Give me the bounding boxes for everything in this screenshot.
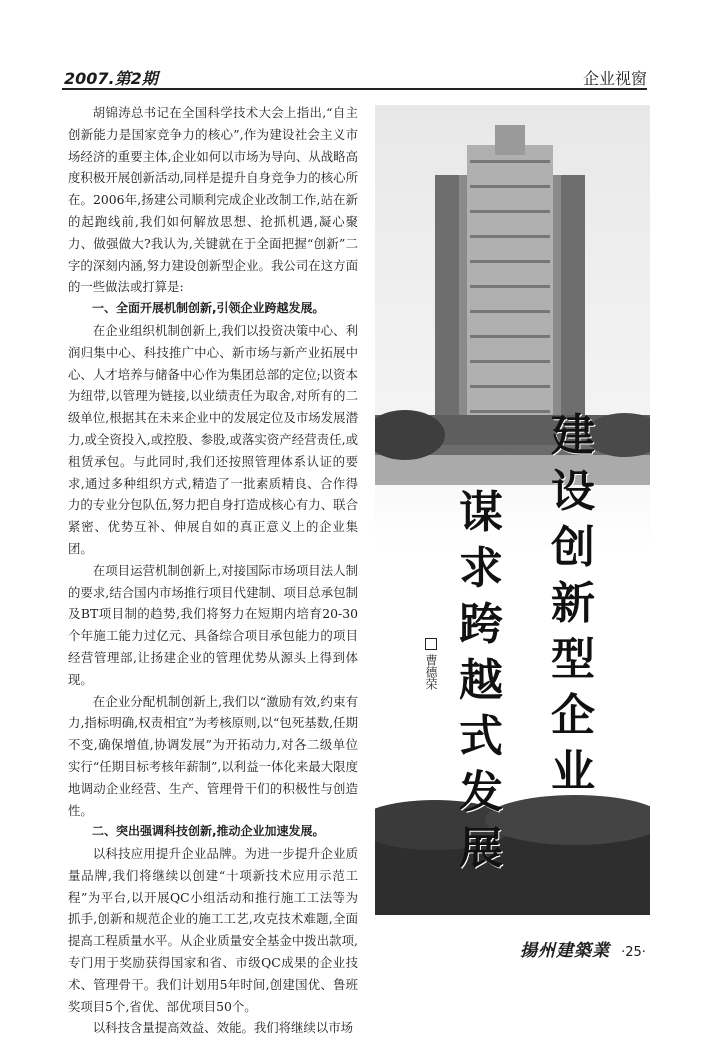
issue-label: 2007.第2期 [64,69,158,88]
heading-2: 二、突出强调科技创新,推动企业加速发展。 [92,824,325,839]
building-illustration [375,105,650,915]
paragraph-tech: 以科技应用提升企业品牌。为进一步提升企业质量品牌,我们将继续以创建“十项新技术应用示范工程”为平台,以开展QC小组活动和推行施工工法等为抓手,创新和规范企业的施工工艺,攻克技术难题,全面提高工程质量水平。从企业质量安全基金中拨出款项,专门用于奖励获得国家和省、市级QC成果的企业技术、管理骨干。我们计划用5年时间,创建国优、鲁班奖项目5个,省优、部优项目50个。 [68,846,358,1014]
header-rule [62,88,647,90]
section-label: 企业视窗 [582,69,647,88]
article-body [68,102,358,1039]
author-byline [418,638,438,690]
page-header [62,62,647,90]
paragraph-project: 在项目运营机制创新上,对接国际市场项目法人制的要求,结合国内市场推行项目代建制、项目总承包制及BT项目制的趋势,我们将努力在短期内培育20-30个年施工能力过亿元、具备综合项目承包能力的项目经营管理部,让扬建企业的管理优势从源头上得到体现。 [68,562,358,687]
paragraph-efficiency: 以科技含量提高效益、效能。我们将继续以市场 [92,1020,353,1036]
building-photo [375,105,650,915]
paragraph-intro: 胡锦涛总书记在全国科学技术大会上指出,“自主创新能力是国家竞争力的核心”,作为建设社会主义市场经济的重要主体,企业如何以市场为导向、从战略高度积极开展创新活动,同样是提升自身竞争力的核心所在。2006年,扬建公司顺利完成企业改制工作,站在新的起跑线前,我们如何解放思想、抢抓机遇,凝心聚力、做强做大?我认为,关键就在于全面把握“创新”二字的深刻内涵,努力建设创新型企业。我公司在这方面的一些做法或打算是: [68,105,358,295]
title-line-2: 谋求跨越式发展 [459,487,503,874]
paragraph-org: 在企业组织机制创新上,我们以投资决策中心、利润归集中心、科技推广中心、新市场与新产业拓展中心、人才培养与储备中心作为集团总部的定位;以资本为纽带,以管理为链接,以业绩责任为取舍,对所有的二级单位,根据其在未来企业中的发展定位及市场发展潜力,或全资投入,或控股、参股,或落实资产经营责任,或租赁承包。与此同时,我们还按照管理体系认证的要求,通过多种组织方式,精造了一批素质精良、合作得力的专业分包队伍,努力把自身打造成核心有力、联合紧密、优势互补、伸展自如的真正意义上的企业集团。 [68,322,358,556]
magazine-logo: 揚州建築業 [520,941,610,961]
title-line-1: 建设创新型企业 [551,410,595,797]
heading-1: 一、全面开展机制创新,引领企业跨越发展。 [92,301,325,316]
paragraph-distribution: 在企业分配机制创新上,我们以“激励有效,约束有力,指标明确,权责相宜”为考核原则,以“包死基数,任期不变,确保增值,协调发展”为开拓动力,对各二级单位实行“任期目标考核年薪制”,以利益一体化来最大限度地调动企业经营、生产、管理骨干们的积极性与创造性。 [68,693,358,818]
author-box-icon [425,638,437,650]
author-name: 曹德荣 [424,654,438,690]
page-footer [520,936,646,964]
page-number: ·25· [621,945,646,960]
